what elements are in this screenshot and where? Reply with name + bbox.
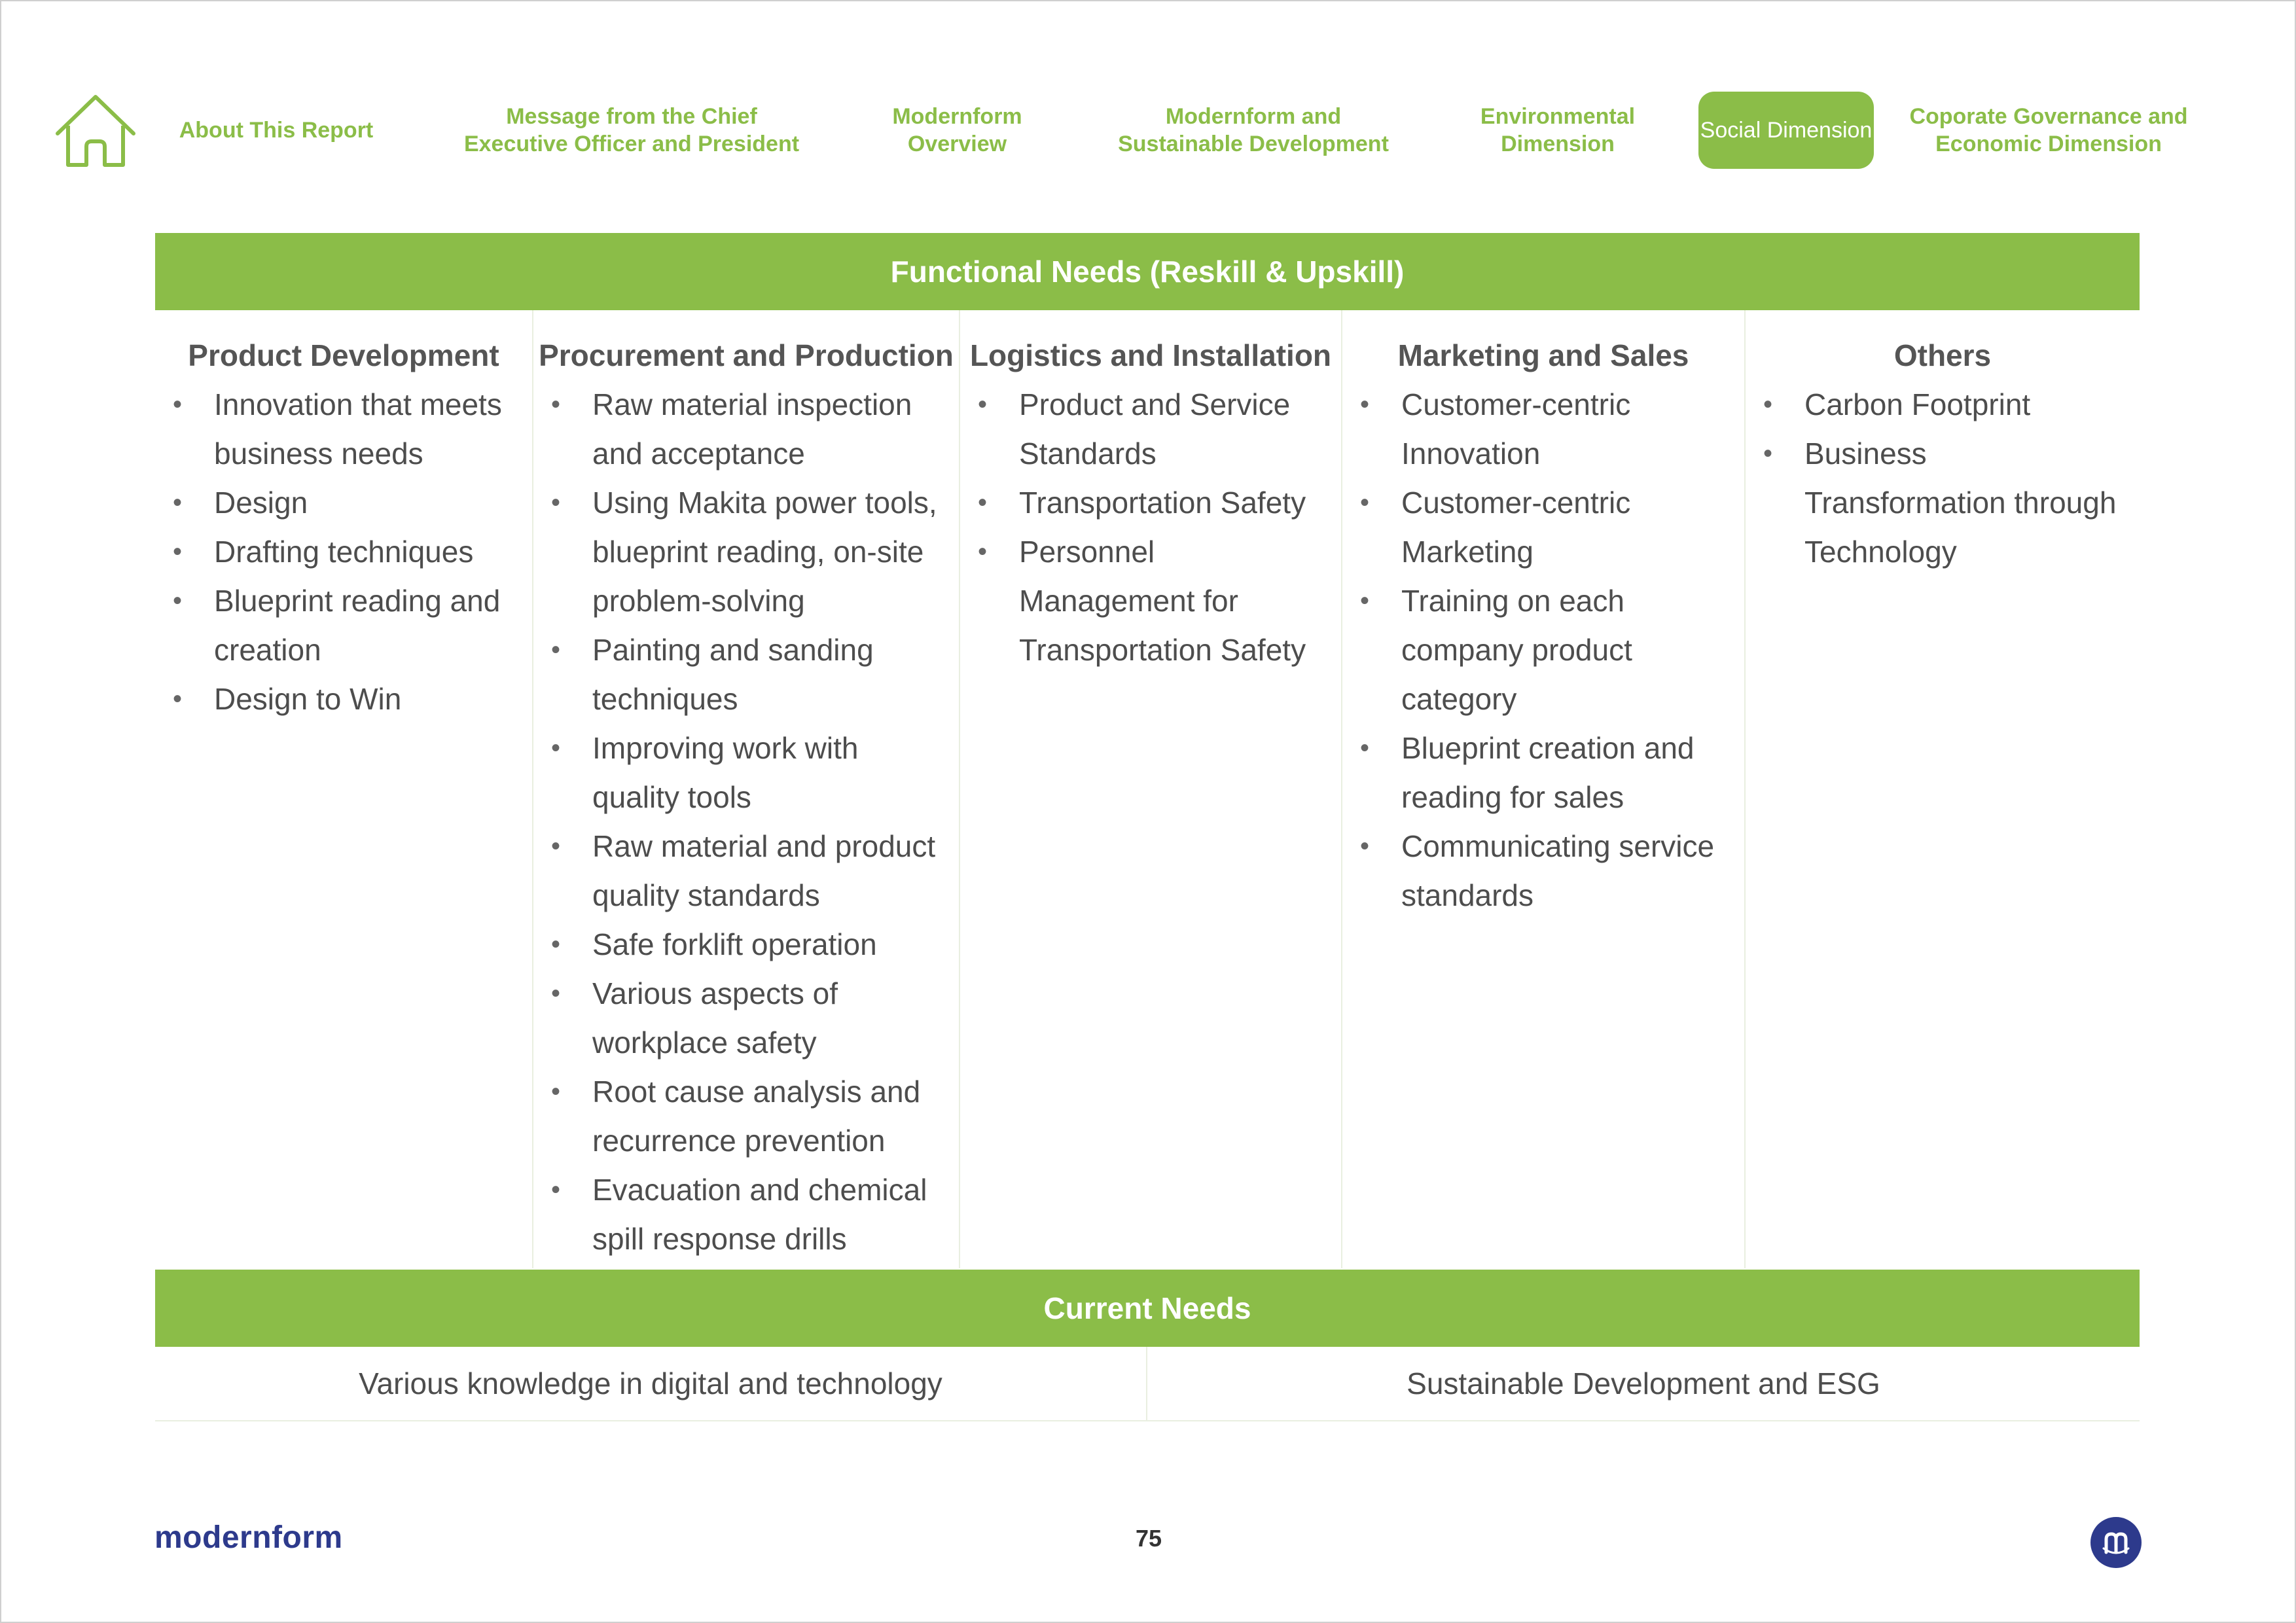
column-title: Marketing and Sales (1397, 338, 1689, 372)
list-item: • Improving work with quality tools (533, 724, 959, 822)
nav-environmental[interactable]: Environmental Dimension (1480, 104, 1636, 156)
list-item: • Innovation that meets business needs (155, 380, 532, 478)
house-icon[interactable] (54, 93, 137, 170)
modernform-logo: modernform (154, 1520, 343, 1555)
list-item: • Design (155, 478, 532, 527)
column-list (1342, 380, 1744, 920)
list-item: • Business Transformation through Technology (1746, 429, 2140, 577)
list-item: • Painting and sanding techniques (533, 626, 959, 724)
list-item: • Training on each company product category (1342, 577, 1744, 724)
column-title: Procurement and Production (539, 338, 954, 372)
column-product-development (155, 310, 533, 1268)
nav-social-active[interactable]: Social Dimension (1698, 92, 1874, 169)
list-item: • Transportation Safety (960, 478, 1341, 527)
list-item: • Evacuation and chemical spill response drills (533, 1166, 959, 1264)
column-list (960, 380, 1341, 675)
list-item: • Carbon Footprint (1746, 380, 2140, 429)
current-need-esg: Sustainable Development and ESG (1147, 1347, 2140, 1421)
column-others (1746, 310, 2140, 1268)
column-title: Others (1893, 338, 1992, 372)
column-list (533, 380, 959, 1264)
current-need-digital: Various knowledge in digital and technology (155, 1347, 1147, 1421)
list-item: • Drafting techniques (155, 527, 532, 577)
list-item: • Blueprint creation and reading for sales (1342, 724, 1744, 822)
list-item: • Raw material inspection and acceptance (533, 380, 959, 478)
list-item: • Blueprint reading and creation (155, 577, 532, 675)
list-item: • Customer-centric Marketing (1342, 478, 1744, 577)
current-needs-header: Current Needs (155, 1270, 2140, 1347)
list-item: • Communicating service standards (1342, 822, 1744, 920)
column-marketing-sales (1342, 310, 1746, 1268)
page-number: 75 (1135, 1525, 1162, 1552)
functional-needs-header: Functional Needs (Reskill & Upskill) (155, 233, 2140, 310)
list-item: • Safe forklift operation (533, 920, 959, 969)
list-item: • Personnel Management for Transportation Safety (960, 527, 1341, 675)
nav-modernform-overview[interactable]: Modernform Overview (892, 104, 1022, 156)
nav-about-report[interactable]: About This Report (179, 118, 374, 143)
nav-governance-economic[interactable]: Coporate Governance and Economic Dimension (1909, 104, 2188, 156)
list-item: • Raw material and product quality standards (533, 822, 959, 920)
list-item: • Customer-centric Innovation (1342, 380, 1744, 478)
list-item: • Various aspects of workplace safety (533, 969, 959, 1067)
column-title: Product Development (188, 338, 499, 372)
column-title: Logistics and Installation (969, 338, 1332, 372)
list-item: • Product and Service Standards (960, 380, 1341, 478)
list-item: • Root cause analysis and recurrence prevention (533, 1067, 959, 1166)
column-list (155, 380, 532, 724)
nav-ceo-message[interactable]: Message from the Chief Executive Officer and President (463, 104, 800, 156)
column-logistics-installation (960, 310, 1342, 1268)
column-procurement-production (533, 310, 960, 1268)
column-list (1746, 380, 2140, 577)
list-item: • Using Makita power tools, blueprint reading, on-site problem-solving (533, 478, 959, 626)
nav-sustainable-development[interactable]: Modernform and Sustainable Development (1118, 104, 1389, 156)
list-item: • Design to Win (155, 675, 532, 724)
modernform-m-icon (2090, 1517, 2142, 1568)
